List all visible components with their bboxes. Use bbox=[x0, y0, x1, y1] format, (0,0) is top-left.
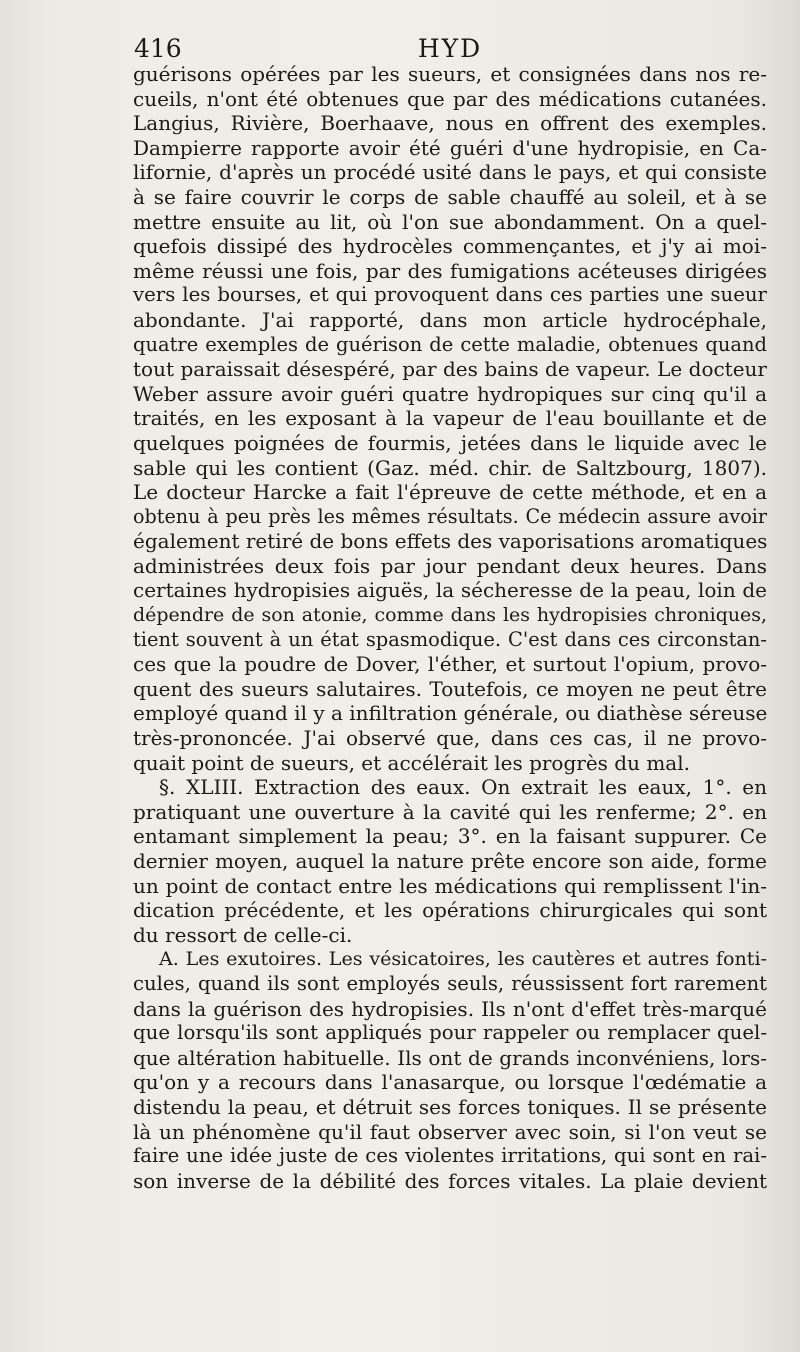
text-line: quefois dissipé des hydrocèles commençantes, et j'y ai moi- bbox=[133, 234, 767, 259]
text-line: traités, en les exposant à la vapeur de l'eau bouillante et de bbox=[133, 406, 767, 431]
text-line: quelques poignées de fourmis, jetées dans le liquide avec le bbox=[133, 430, 767, 455]
running-head: HYD bbox=[417, 34, 483, 63]
page-number: 416 bbox=[134, 34, 182, 63]
text-line: son inverse de la débilité des forces vitales. La plaie devient bbox=[133, 1168, 767, 1193]
text-line: faire une idée juste de ces violentes irritations, qui sont en rai- bbox=[133, 1144, 767, 1168]
text-line: pratiquant une ouverture à la cavité qui les renferme; 2°. en bbox=[133, 799, 767, 824]
text-line: du ressort de celle-ci. bbox=[133, 922, 353, 947]
text-line: dernier moyen, auquel la nature prête encore son aide, forme bbox=[133, 849, 767, 873]
text-line: Dampierre rapporte avoir été guéri d'une hydropisie, en Ca- bbox=[133, 135, 767, 160]
text-line: employé quand il y a infiltration générale, ou diathèse séreuse bbox=[133, 701, 768, 726]
text-line: guérisons opérées par les sueurs, et consignées dans nos re- bbox=[133, 62, 767, 86]
text-line: distendu la peau, et détruit ses forces toniques. Il se présente bbox=[133, 1094, 767, 1119]
text-line: très-prononcée. J'ai observé que, dans ces cas, il ne provo- bbox=[133, 726, 767, 751]
text-line: abondante. J'ai rapporté, dans mon article hydrocéphale, bbox=[133, 307, 767, 332]
text-line: administrées deux fois par jour pendant deux heures. Dans bbox=[133, 553, 767, 578]
text-line: dépendre de son atonie, comme dans les hydropisies chroniques, bbox=[133, 604, 767, 627]
text-line: dication précédente, et les opérations chirurgicales qui sont bbox=[133, 898, 767, 923]
text-line: que altération habituelle. Ils ont de grands inconvéniens, lors- bbox=[133, 1045, 767, 1070]
text-line: vers les bourses, et qui provoquent dans ces parties une sueur bbox=[133, 283, 767, 307]
text-line: certaines hydropisies aiguës, la sécheresse de la peau, loin de bbox=[133, 578, 767, 603]
text-line: quait point de sueurs, et accélérait les progrès du mal. bbox=[133, 750, 690, 775]
text-line: qu'on y a recours dans l'anasarque, ou lorsque l'œdématie a bbox=[133, 1070, 767, 1095]
body-text bbox=[133, 62, 767, 1193]
text-line: même réussi une fois, par des fumigations acéteuses dirigées bbox=[133, 258, 767, 283]
subsection-heading-line: A. Les exutoires. Les vésicatoires, les cautères et autres fonti- bbox=[159, 947, 767, 971]
text-line: tout paraissait désespéré, par des bains de vapeur. Le docteur bbox=[133, 357, 767, 382]
text-line: ces que la poudre de Dover, l'éther, et surtout l'opium, provo- bbox=[133, 652, 767, 677]
text-line: que lorsqu'ils sont appliqués pour rappeler ou remplacer quel- bbox=[133, 1021, 767, 1045]
text-line: obtenu à peu près les mêmes résultats. Ce médecin assure avoir bbox=[133, 504, 767, 528]
text-line: mettre ensuite au lit, où l'on sue abondamment. On a quel- bbox=[133, 209, 767, 234]
text-line: quatre exemples de guérison de cette maladie, obtenues quand bbox=[133, 332, 767, 356]
text-line: Weber assure avoir guéri quatre hydropiques sur cinq qu'il a bbox=[133, 381, 767, 406]
section-heading-line: §. XLIII. Extraction des eaux. On extrait les eaux, 1°. en bbox=[159, 775, 767, 800]
text-line: lifornie, d'après un procédé usité dans le pays, et qui consiste bbox=[133, 160, 767, 185]
text-line: tient souvent à un état spasmodique. C'est dans ces circonstan- bbox=[133, 627, 767, 651]
page-header bbox=[134, 34, 766, 64]
text-line: sable qui les contient (Gaz. méd. chir. de Saltzbourg, 1807). bbox=[133, 455, 767, 480]
text-line: cules, quand ils sont employés seuls, réussissent fort rarement bbox=[133, 971, 767, 995]
text-line: cueils, n'ont été obtenues que par des médications cutanées. bbox=[133, 86, 767, 111]
text-line: un point de contact entre les médications qui remplissent l'in- bbox=[133, 873, 767, 898]
text-line: quent des sueurs salutaires. Toutefois, ce moyen ne peut être bbox=[133, 676, 767, 701]
text-line: Langius, Rivière, Boerhaave, nous en offrent des exemples. bbox=[133, 111, 767, 136]
text-line: entamant simplement la peau; 3°. en la faisant suppurer. Ce bbox=[133, 824, 767, 849]
text-line: également retiré de bons effets des vaporisations aromatiques bbox=[133, 529, 768, 554]
text-line: Le docteur Harcke a fait l'épreuve de cette méthode, et en a bbox=[133, 480, 767, 505]
text-line: à se faire couvrir le corps de sable chauffé au soleil, et à se bbox=[133, 184, 767, 209]
text-line: là un phénomène qu'il faut observer avec soin, si l'on veut se bbox=[133, 1119, 767, 1144]
text-line: dans la guérison des hydropisies. Ils n'ont d'effet très-marqué bbox=[133, 996, 767, 1021]
